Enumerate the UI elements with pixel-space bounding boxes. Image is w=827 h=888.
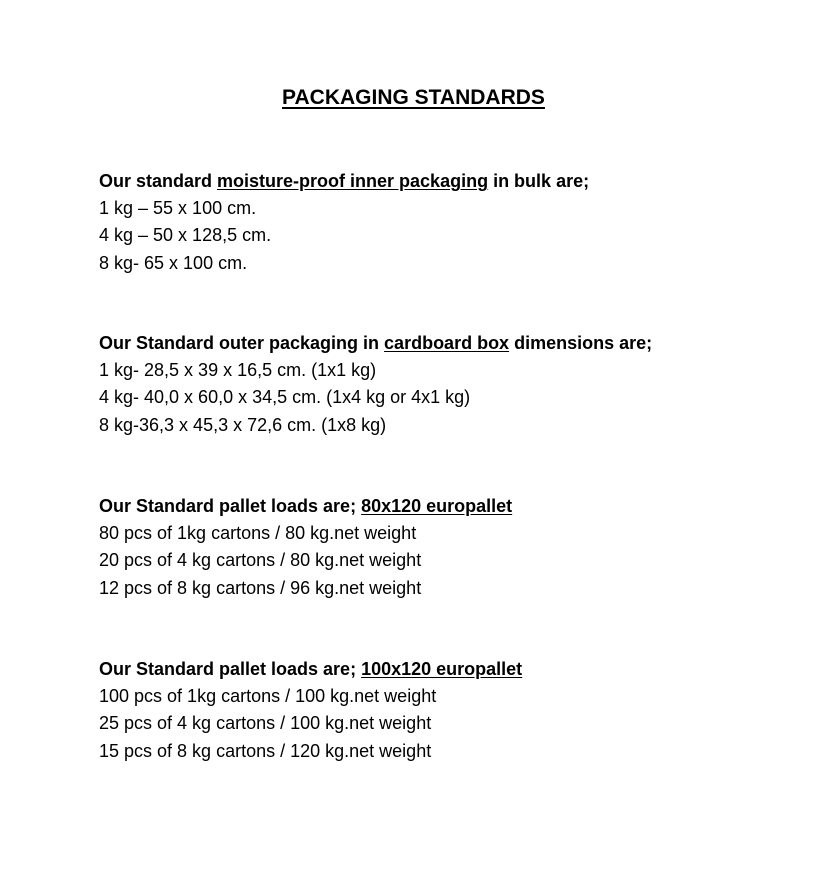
list-item: 100 pcs of 1kg cartons / 100 kg.net weight bbox=[99, 686, 437, 707]
section-heading bbox=[99, 168, 799, 195]
section-inner-packaging bbox=[99, 168, 799, 277]
heading-text: Our Standard outer packaging in bbox=[99, 333, 385, 353]
heading-text: Our Standard pallet loads are; bbox=[99, 496, 362, 516]
list-item: 12 pcs of 8 kg cartons / 96 kg.net weight bbox=[99, 577, 422, 598]
list-item: 4 kg- 40,0 x 60,0 x 34,5 cm. (1x4 kg or 4x1 kg) bbox=[99, 387, 471, 408]
section-heading bbox=[99, 493, 799, 520]
list-item: 25 pcs of 4 kg cartons / 100 kg.net weight bbox=[99, 713, 432, 734]
list-item: 1 kg – 55 x 100 cm. bbox=[99, 198, 257, 219]
heading-underlined-text: 80x120 europallet bbox=[361, 496, 513, 516]
list-item: 20 pcs of 4 kg cartons / 80 kg.net weight bbox=[99, 550, 422, 571]
section-pallet-100x120 bbox=[99, 656, 799, 765]
heading-text: Our standard bbox=[99, 171, 218, 191]
list-item: 80 pcs of 1kg cartons / 80 kg.net weight bbox=[99, 523, 417, 544]
page-title: PACKAGING STANDARDS bbox=[282, 86, 545, 109]
heading-underlined-text: moisture-proof inner packaging bbox=[217, 171, 489, 191]
section-pallet-80x120 bbox=[99, 493, 799, 602]
list-item: 8 kg- 65 x 100 cm. bbox=[99, 252, 248, 273]
heading-underlined-text: cardboard box bbox=[384, 333, 510, 353]
heading-underlined-text: 100x120 europallet bbox=[361, 659, 523, 679]
list-item: 15 pcs of 8 kg cartons / 120 kg.net weight bbox=[99, 740, 432, 761]
list-item: 4 kg – 50 x 128,5 cm. bbox=[99, 225, 272, 246]
heading-text: in bulk are; bbox=[488, 171, 590, 191]
list-item: 1 kg- 28,5 x 39 x 16,5 cm. (1x1 kg) bbox=[99, 360, 377, 381]
list-item: 8 kg-36,3 x 45,3 x 72,6 cm. (1x8 kg) bbox=[99, 414, 387, 435]
section-heading bbox=[99, 656, 799, 683]
section-outer-packaging bbox=[99, 330, 799, 439]
heading-text: dimensions are; bbox=[509, 333, 653, 353]
heading-text: Our Standard pallet loads are; bbox=[99, 659, 362, 679]
section-heading bbox=[99, 330, 799, 357]
